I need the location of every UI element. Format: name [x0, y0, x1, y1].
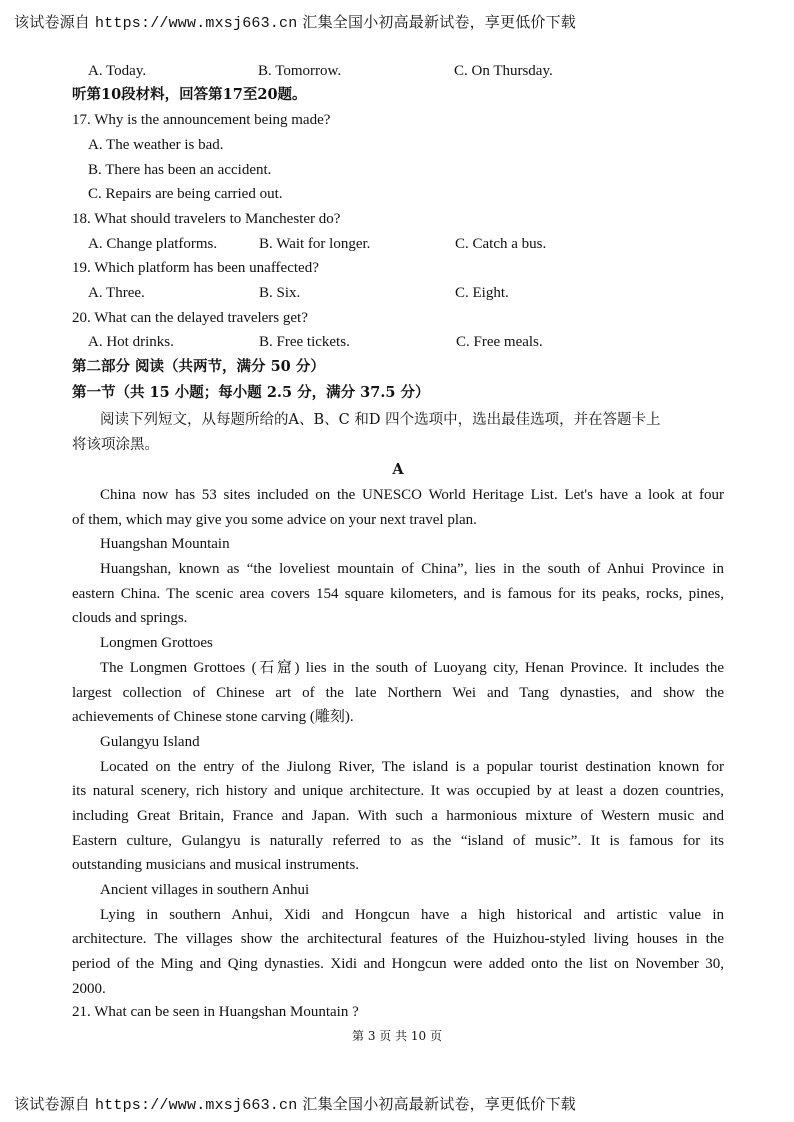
passage-line: Huangshan, known as “the loveliest mountain of China”, lies in the south of Anhui Province in	[100, 561, 724, 577]
passage-line: of them, which may give you some advice on your next travel plan.	[72, 512, 477, 528]
q19-option-b: B. Six.	[259, 285, 301, 301]
q19-option-c: C. Eight.	[455, 285, 509, 301]
q20-stem: 20. What can the delayed travelers get?	[72, 310, 308, 326]
passage-line: Located on the entry of the Jiulong River, The island is a popular tourist destination known for	[100, 759, 724, 775]
banner-url[interactable]: https://www.mxsj663.cn	[94, 1097, 298, 1114]
q16-option-c: C. On Thursday.	[454, 63, 553, 79]
passage-line: Lying in southern Anhui, Xidi and Hongcun have a high historical and artistic value in	[100, 907, 724, 923]
q17-stem: 17. Why is the announcement being made?	[72, 112, 331, 128]
passage-line: achievements of Chinese stone carving (雕刻).	[72, 709, 354, 725]
page-footer: 第 3 页 共 10 页	[352, 1029, 442, 1043]
q17-option-b: B. There has been an accident.	[88, 162, 272, 178]
passage-line: China now has 53 sites included on the UNESCO World Heritage List. Let's have a look at four	[100, 487, 724, 503]
section1-heading: 第一节（共 15 小题；每小题 2.5 分，满分 37.5 分）	[72, 384, 430, 401]
banner-prefix: 该试卷源自	[14, 13, 91, 31]
q21-stem: 21. What can be seen in Huangshan Mountain ?	[72, 1004, 359, 1020]
passage-line: its natural scenery, rich history and unique architecture. It was occupied by at least a dozen countries,	[72, 783, 724, 799]
q18-option-b: B. Wait for longer.	[259, 236, 371, 252]
passage-line: Eastern culture, Gulangyu is naturally referred to as the “island of music”. It is famous for its	[72, 833, 724, 849]
banner-suffix: 汇集全国小初高最新试卷，享更低价下载	[302, 1095, 576, 1113]
source-banner-top	[14, 11, 576, 32]
banner-url[interactable]: https://www.mxsj663.cn	[94, 15, 298, 32]
section10-heading: 听第10段材料，回答第17至20题。	[72, 86, 307, 103]
q18-stem: 18. What should travelers to Manchester do?	[72, 211, 341, 227]
instructions-line-1: 阅读下列短文，从每题所给的A、B、C 和D 四个选项中，选出最佳选项，并在答题卡上	[100, 412, 661, 428]
banner-suffix: 汇集全国小初高最新试卷，享更低价下载	[302, 13, 576, 31]
passage-line: 2000.	[72, 981, 106, 997]
passage-line: period of the Ming and Qing dynasties. Xidi and Hongcun were added onto the list on November 30,	[72, 956, 724, 972]
subheading-longmen: Longmen Grottoes	[100, 635, 213, 651]
q20-option-c: C. Free meals.	[456, 334, 543, 350]
passage-line: including Great Britain, France and Japan. With such a harmonious mixture of Western music and	[72, 808, 724, 824]
q19-option-a: A. Three.	[88, 285, 145, 301]
passage-line: largest collection of Chinese art of the late Northern Wei and Tang dynasties, and show the	[72, 685, 724, 701]
passage-label: A	[392, 461, 404, 478]
q18-option-a: A. Change platforms.	[88, 236, 218, 252]
subheading-gulangyu: Gulangyu Island	[100, 734, 200, 750]
part2-heading: 第二部分 阅读（共两节，满分 50 分）	[72, 358, 325, 375]
q16-option-b: B. Tomorrow.	[258, 63, 342, 79]
q18-option-c: C. Catch a bus.	[455, 236, 547, 252]
subheading-huangshan: Huangshan Mountain	[100, 536, 230, 552]
passage-line: The Longmen Grottoes (石窟) lies in the south of Luoyang city, Henan Province. It includes the	[100, 660, 724, 676]
q17-option-c: C. Repairs are being carried out.	[88, 186, 283, 202]
q19-stem: 19. Which platform has been unaffected?	[72, 260, 319, 276]
passage-line: eastern China. The scenic area covers 154 square kilometers, and is famous for its peaks, rocks, pines,	[72, 586, 724, 602]
passage-line: architecture. The villages show the architectural features of the Huizhou-styled living houses in the	[72, 931, 724, 947]
q16-option-a: A. Today.	[88, 63, 147, 79]
passage-line: clouds and springs.	[72, 610, 188, 626]
q17-option-a: A. The weather is bad.	[88, 137, 224, 153]
banner-prefix: 该试卷源自	[14, 1095, 91, 1113]
source-banner-bottom	[14, 1093, 576, 1114]
q20-option-a: A. Hot drinks.	[88, 334, 174, 350]
subheading-anhui-villages: Ancient villages in southern Anhui	[100, 882, 310, 898]
instructions-line-2: 将该项涂黑。	[72, 437, 159, 453]
q20-option-b: B. Free tickets.	[259, 334, 350, 350]
passage-line: outstanding musicians and musical instruments.	[72, 857, 360, 873]
